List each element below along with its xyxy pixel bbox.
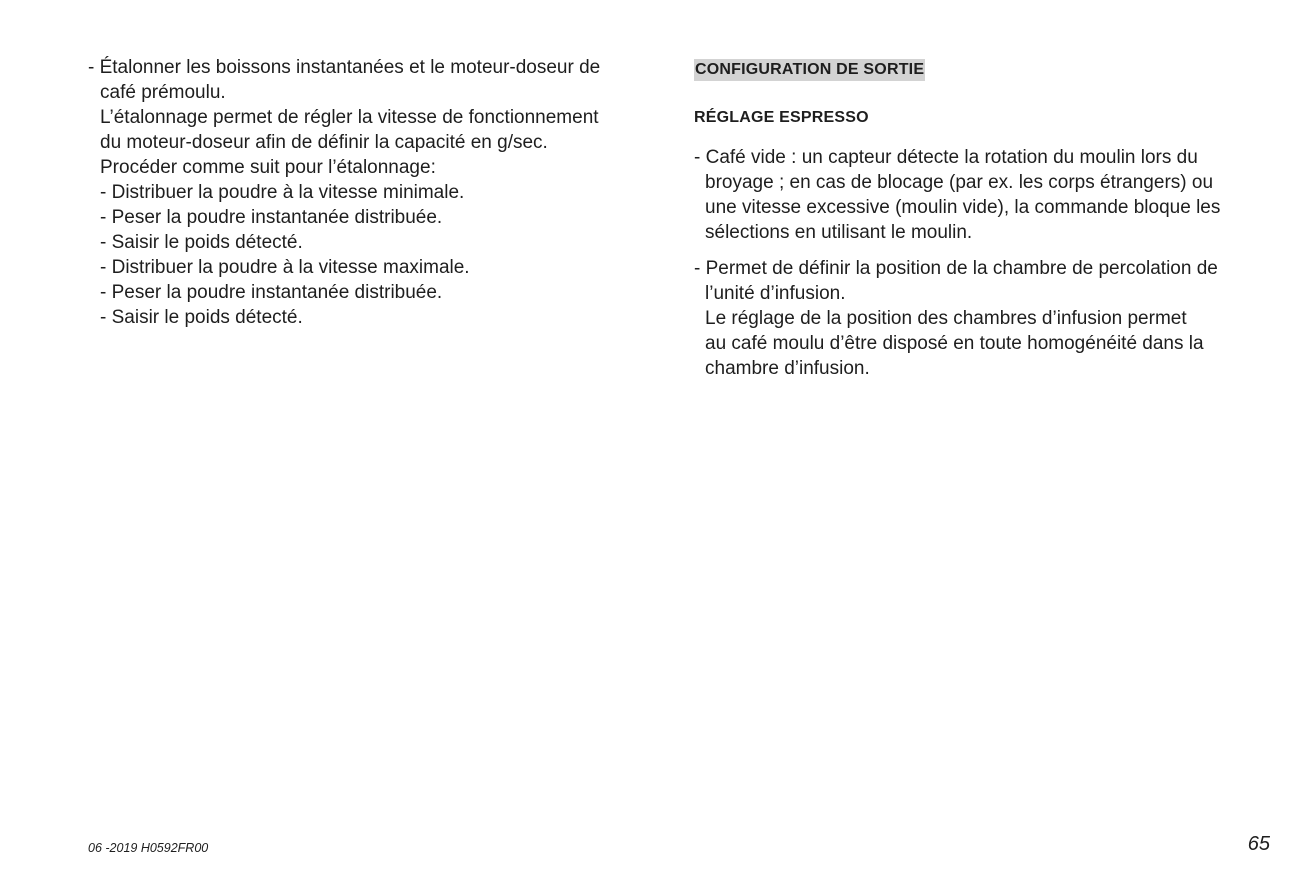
calibration-step: - Saisir le poids détecté. <box>100 307 303 328</box>
calibration-procedure-heading: Procéder comme suit pour l’étalonnage: <box>100 157 436 178</box>
calibration-step: - Peser la poudre instantanée distribuée. <box>100 282 443 303</box>
brew-chamber-position-bullet <box>694 256 1274 381</box>
calibration-intro-line: café prémoulu. <box>100 82 226 103</box>
bullet-line: sélections en utilisant le moulin. <box>705 222 973 243</box>
calibration-step: - Saisir le poids détecté. <box>100 232 303 253</box>
bullet-line: au café moulu d’être disposé en toute homogénéité dans la <box>705 333 1204 354</box>
bullet-line: l’unité d’infusion. <box>705 283 846 304</box>
bullet-line: broyage ; en cas de blocage (par ex. les corps étrangers) ou <box>705 172 1214 193</box>
bullet-line: chambre d’infusion. <box>705 358 870 379</box>
calibration-step: - Peser la poudre instantanée distribuée. <box>100 207 443 228</box>
calibration-step: - Distribuer la poudre à la vitesse maximale. <box>100 257 470 278</box>
calibration-description-line: L’étalonnage permet de régler la vitesse de fonctionnement <box>100 107 599 128</box>
empty-coffee-bullet <box>694 145 1274 245</box>
calibration-description-line: du moteur-doseur afin de définir la capacité en g/sec. <box>100 132 548 153</box>
right-column <box>694 55 1274 392</box>
section-title: CONFIGURATION DE SORTIE <box>694 59 925 81</box>
left-column <box>88 55 658 330</box>
subsection-title: RÉGLAGE ESPRESSO <box>694 109 869 126</box>
document-code: 06 -2019 H0592FR00 <box>88 841 209 855</box>
bullet-line: Le réglage de la position des chambres d’infusion permet <box>705 308 1187 329</box>
page-number: 65 <box>1247 833 1270 855</box>
bullet-line: une vitesse excessive (moulin vide), la commande bloque les <box>705 197 1221 218</box>
bullet-line: - Permet de définir la position de la chambre de percolation de <box>694 258 1218 279</box>
bullet-line: - Café vide : un capteur détecte la rotation du moulin lors du <box>694 147 1198 168</box>
calibration-step: - Distribuer la poudre à la vitesse minimale. <box>100 182 465 203</box>
calibration-intro-line: - Étalonner les boissons instantanées et le moteur-doseur de <box>88 57 601 78</box>
